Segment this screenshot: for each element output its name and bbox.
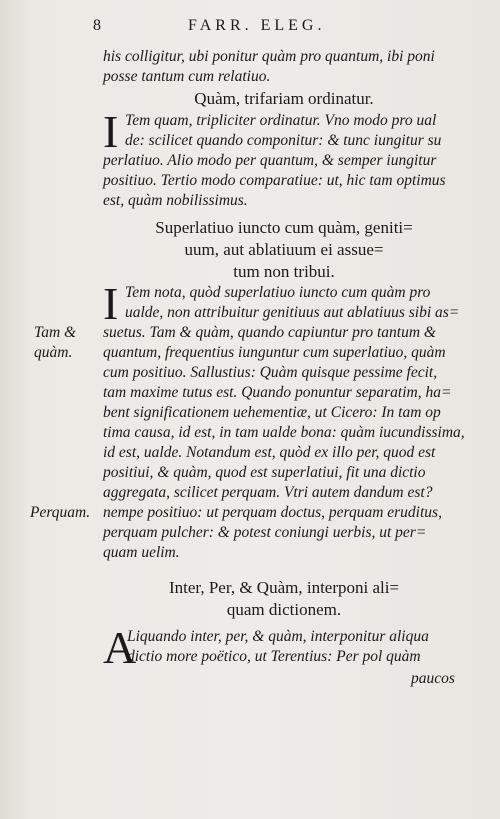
text-line: positiui, & quàm, quod est superlatiui, fit una dictio [103,464,426,481]
text-line: Tem nota, quòd superlatiuo iuncto cum quàm pro [125,284,431,301]
text-line: tam maxime tutus est. Quando ponuntur separatim, ha= [103,384,452,401]
text-line: est, quàm nobilissimus. [103,192,248,209]
section-heading: Superlatiuo iuncto cum quàm, geniti= [155,218,413,237]
text-block [103,47,465,707]
drop-initial: I [103,106,119,157]
drop-initial: A [103,622,137,673]
text-line: quam uelim. [103,544,180,561]
margin-note: Perquam. [30,504,91,521]
section-heading: quam dictionem. [226,600,342,619]
drop-initial: I [103,278,119,329]
text-line: aggregata, scilicet perquam. Vtri autem dandum est? [103,484,433,501]
text-line: suetus. Tam & quàm, quando capiuntur pro tantum & [103,324,436,341]
text-line: Liquando inter, per, & quàm, interponitur aliqua [127,628,429,645]
page-number: 8 [93,17,101,34]
section-heading: tum non tribui. [233,262,335,281]
text-line: perlatiuo. Alio modo per quantum, & semper iungitur [103,152,437,169]
text-line: tima causa, id est, in tam ualde bona: quàm iucundissima, [103,424,465,441]
page-header [0,17,500,39]
section-heading: Quàm, trifariam ordinatur. [194,89,374,108]
text-line: id est, ualde. Notandum est, quòd ex illo per, quod est [103,444,436,461]
text-line: dictio more poëtico, ut Terentius: Per pol quàm [127,648,421,665]
text-line: bent significationem uehementiæ, ut Cicero: In tam op [103,404,441,421]
text-line: his colligitur, ubi ponitur quàm pro quantum, ibi poni [103,48,435,65]
text-line: nempe positiuo: ut perquam doctus, perquam eruditus, [103,504,442,521]
text-line: de: scilicet quando componitur: & tunc iungitur su [125,132,442,149]
text-line: posse tantum cum relatiuo. [103,68,271,85]
text-line: ualde, non attribuitur genitiuus aut ablatiuus sibi as= [125,304,460,321]
text-line: positiuo. Tertio modo comparatiue: ut, hic tam optimus [103,172,446,189]
margin-note: quàm. [34,344,73,361]
text-line: Tem quam, tripliciter ordinatur. Vno modo pro ual [125,112,437,129]
catchword: paucos [411,670,455,687]
text-line: perquam pulcher: & potest coniungi uerbis, ut per= [103,524,427,541]
text-line: cum positiuo. Sallustius: Quàm quisque pessime fecit, [103,364,438,381]
running-head: FARR. ELEG. [188,17,326,34]
margin-note: Tam & [34,324,77,341]
section-heading: Inter, Per, & Quàm, interponi ali= [168,578,400,597]
section-heading: uum, aut ablatiuum ei assue= [184,240,384,259]
text-line: quantum, frequentius iunguntur cum superlatiuo, quàm [103,344,446,361]
